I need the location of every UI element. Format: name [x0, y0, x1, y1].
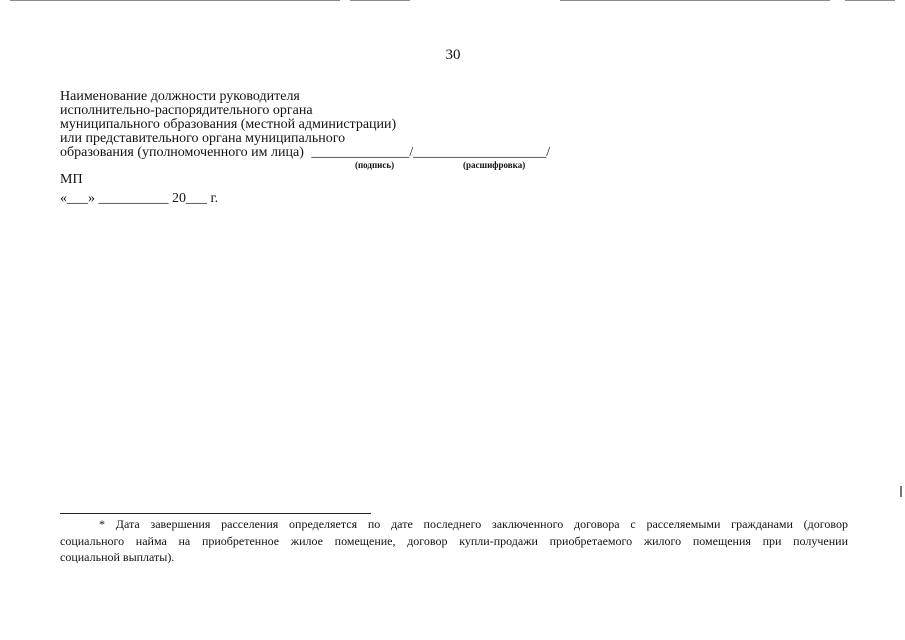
footnote-line: социального найма на приобретенное жилое помещение, договор купли-продажи приобретаемого жилого помещения при получении — [60, 533, 848, 548]
signature-line — [60, 146, 620, 160]
scan-mark-artifact — [900, 486, 902, 497]
page-number: 30 — [445, 47, 461, 63]
footnote-line: социальной выплаты). — [60, 550, 175, 564]
decoding-caption: (расшифровка) — [463, 160, 526, 170]
position-title-line: исполнительно-распорядительного органа — [60, 103, 313, 118]
position-title-line: образования (уполномоченного им лица) — [60, 145, 304, 160]
date-line: «___» __________ 20___ г. — [60, 191, 219, 206]
signature-field: ______________ — [311, 145, 410, 160]
signature-caption: (подпись) — [355, 160, 395, 170]
footnote — [60, 516, 848, 566]
signature-separator-end: / — [546, 145, 551, 160]
stamp-label: МП — [60, 172, 83, 187]
footnote-separator — [60, 513, 371, 514]
signature-block — [60, 90, 620, 160]
position-title-line: муниципального образования (местной администрации) — [60, 117, 397, 132]
name-decoding-field: ___________________ — [413, 145, 547, 160]
scan-edge-artifact — [0, 0, 905, 2]
footnote-line: * Дата завершения расселения определяется по дате последнего заключенного договора с расселяемыми гражданами (договор — [99, 517, 848, 531]
signature-separator: / — [409, 145, 414, 160]
position-title-line: Наименование должности руководителя — [60, 89, 300, 104]
position-title-line: или представительного органа муниципального — [60, 131, 346, 146]
